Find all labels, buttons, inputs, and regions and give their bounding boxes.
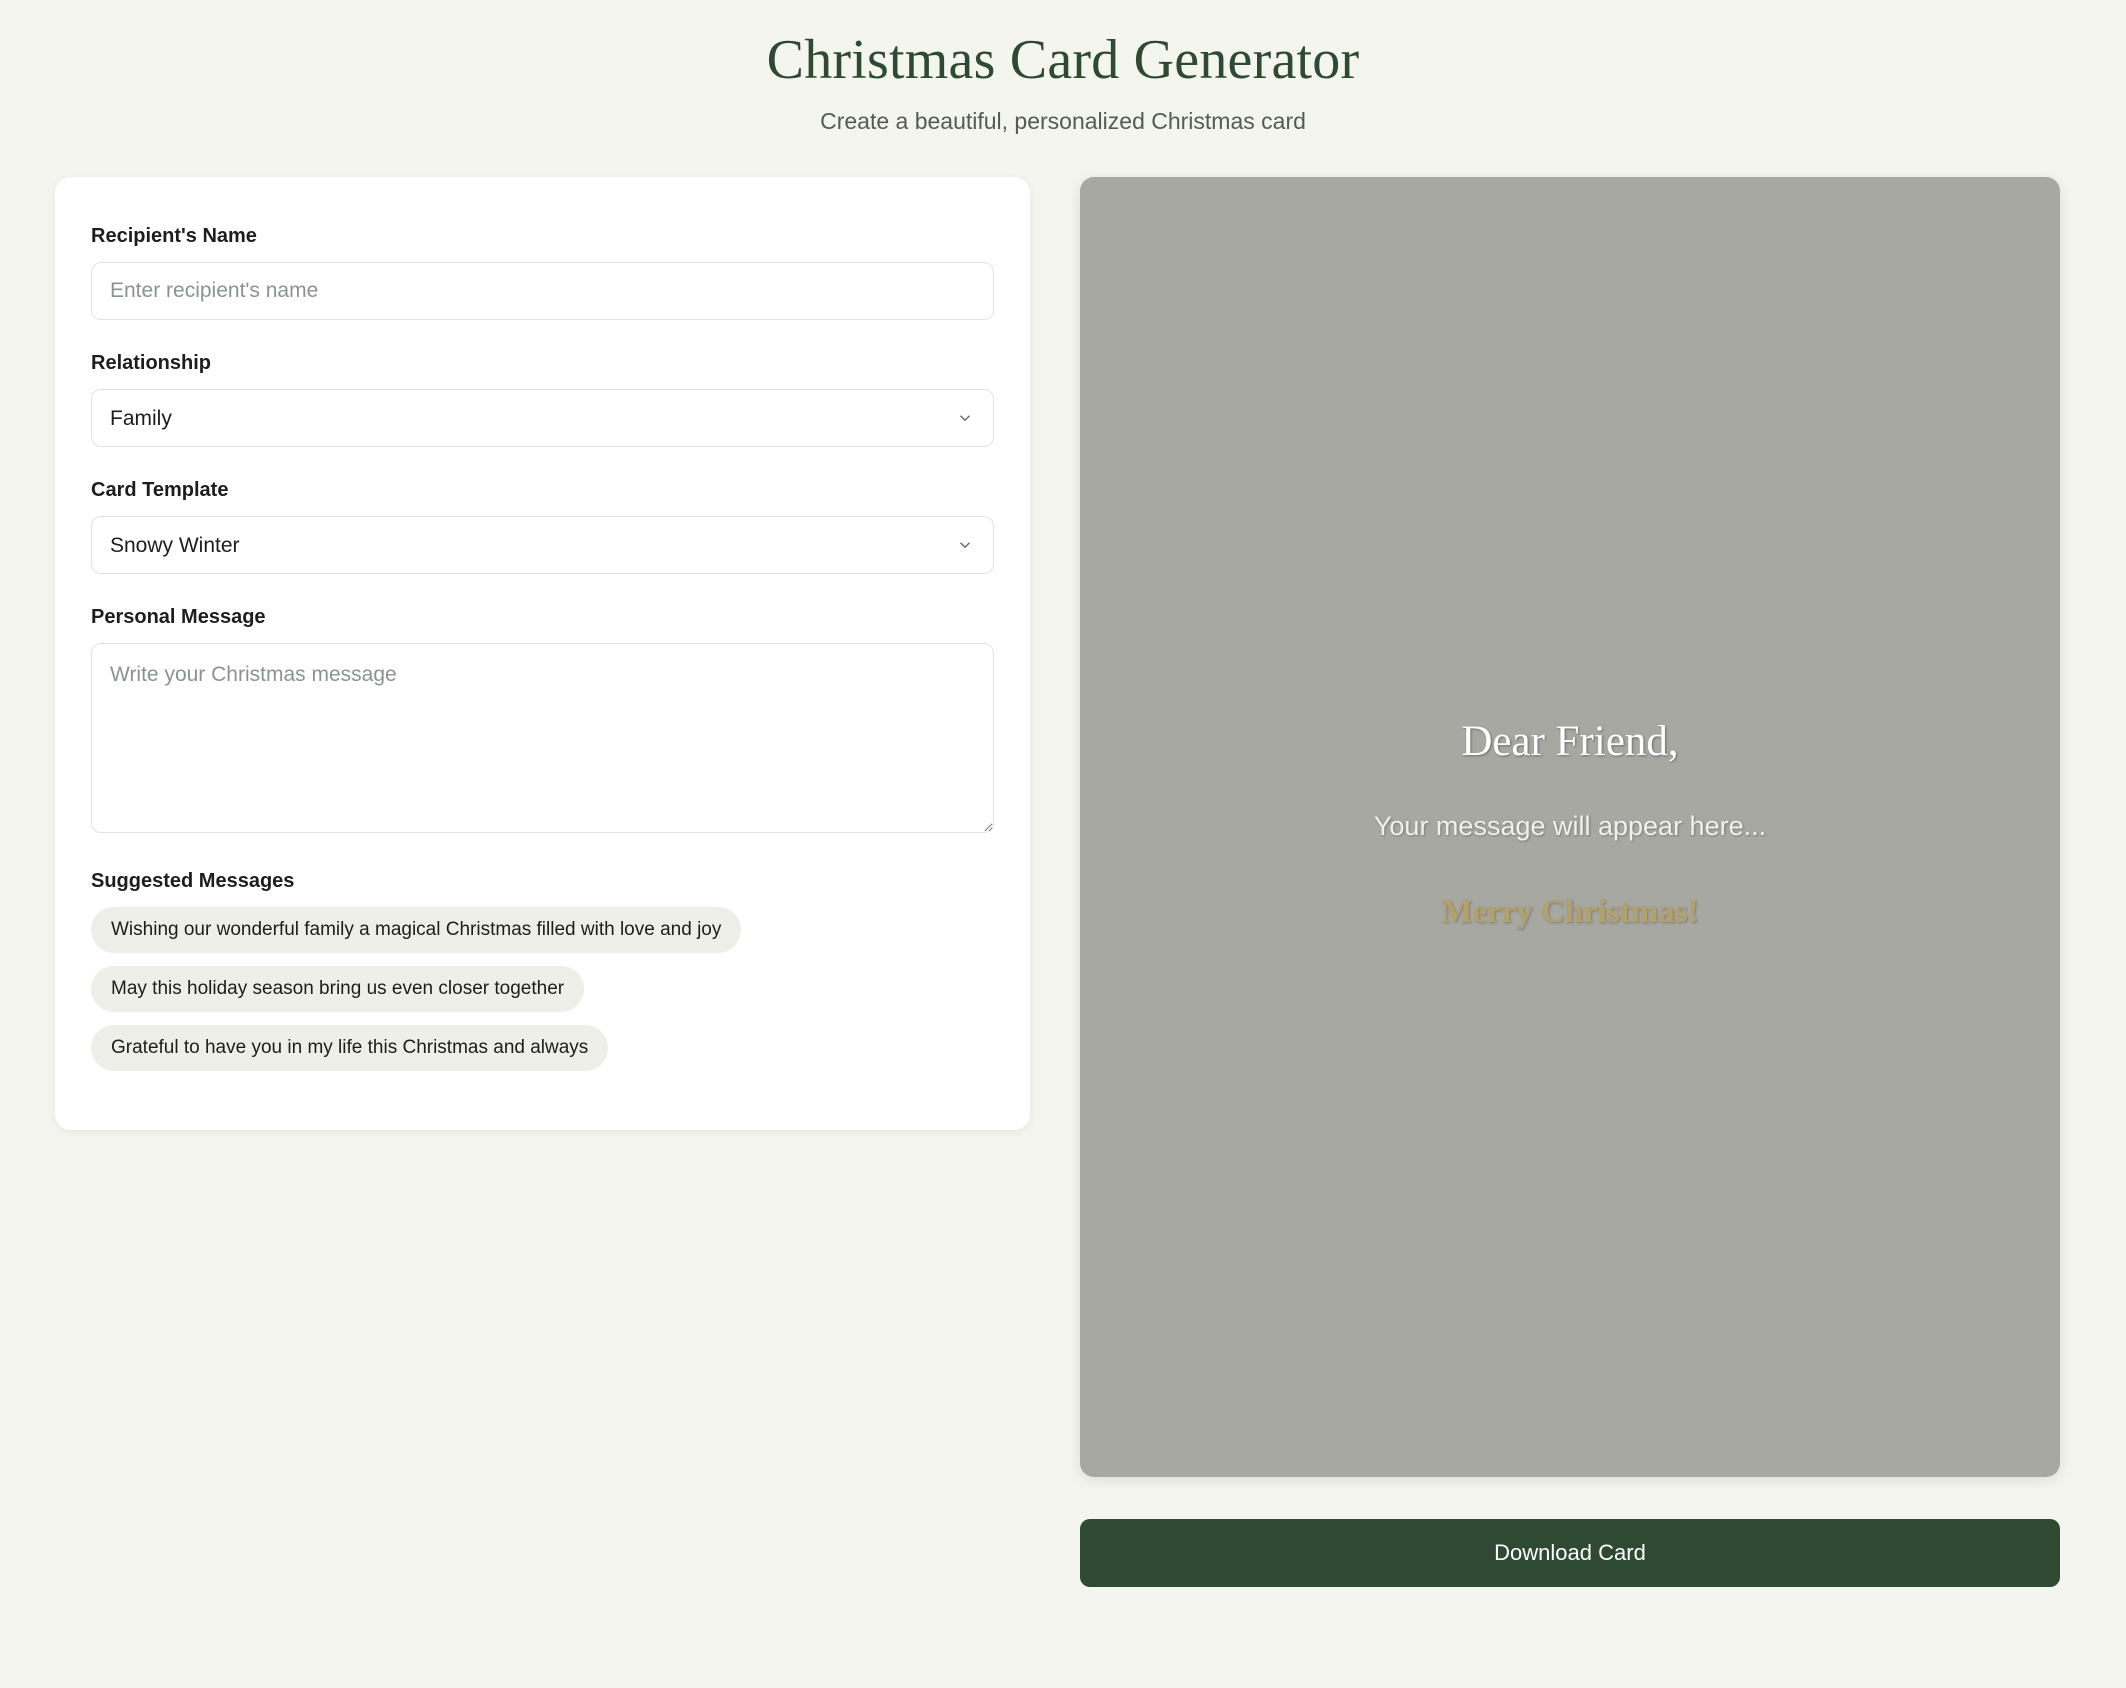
card-message: Your message will appear here... (1373, 811, 1767, 841)
field-personal-message (91, 606, 994, 838)
card-signoff: Merry Christmas! (1441, 894, 1699, 930)
suggestion-row (91, 1025, 994, 1084)
card-greeting: Dear Friend, (1461, 718, 1679, 765)
field-suggested-messages (91, 870, 994, 1084)
page-title: Christmas Card Generator (766, 29, 1360, 91)
card-form-panel (55, 177, 1030, 1130)
main-content (0, 135, 2126, 1587)
card-preview (1080, 177, 2060, 1477)
relationship-label: Relationship (91, 352, 212, 374)
field-relationship (91, 352, 994, 447)
personal-message-label: Personal Message (91, 606, 266, 628)
recipient-name-label: Recipient's Name (91, 225, 257, 247)
relationship-select[interactable] (91, 389, 994, 447)
recipient-name-input[interactable] (91, 262, 994, 320)
preview-column (1080, 177, 2060, 1587)
suggestion-chip[interactable]: Wishing our wonderful family a magical Christmas filled with love and joy (91, 907, 741, 953)
field-recipient-name (91, 225, 994, 320)
suggestion-row (91, 966, 994, 1025)
page-subtitle: Create a beautiful, personalized Christmas card (820, 108, 1306, 134)
suggestion-chip[interactable]: May this holiday season bring us even closer together (91, 966, 584, 1012)
suggested-messages-label: Suggested Messages (91, 870, 295, 892)
page-header (0, 0, 2126, 135)
relationship-select-wrap (91, 389, 994, 447)
field-card-template (91, 479, 994, 574)
suggestion-chip[interactable]: Grateful to have you in my life this Christmas and always (91, 1025, 608, 1071)
suggested-messages-list (91, 907, 994, 1084)
suggestion-row (91, 907, 994, 966)
personal-message-textarea[interactable] (91, 643, 994, 833)
card-template-select-wrap (91, 516, 994, 574)
download-card-button[interactable]: Download Card (1080, 1519, 2060, 1587)
card-template-label: Card Template (91, 479, 229, 501)
card-template-select[interactable] (91, 516, 994, 574)
